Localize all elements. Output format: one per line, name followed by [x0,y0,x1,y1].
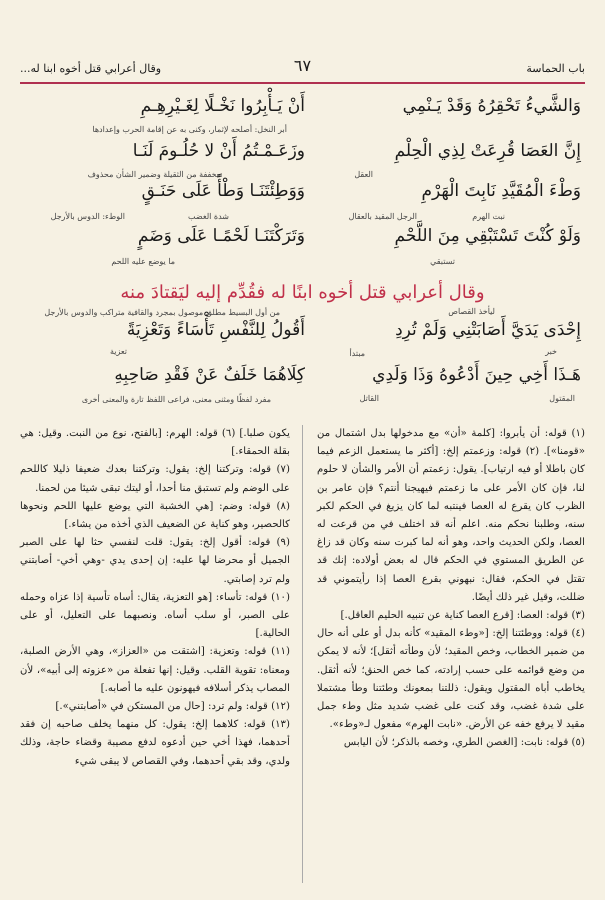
verse-5-left: إِحْدَى يَدَيَّ أَصَابَتْنِي وَلَمْ تُرِدِ [395,320,581,340]
gloss: مبتدأ [349,349,365,358]
note-paragraph: (١١) قوله: وتعزية: [اشتقت من «العزاز»، وهي الأرض الصلبة، ومعناه: تقوية القلب. وقيل: إنها تفعلة من «عزوته إلى أبيه»، لأن المصاب يذكر أسلافه فيهونون عليه ما أصابه.] [20,646,290,694]
note-paragraph: يكون صلبا.] (٦) قوله: الهرم: [بالفتح، نوع من النبت. وقيل: هي بقلة الحمقاء.] [20,428,290,458]
gloss: شدة الغضب [188,212,229,221]
gloss: المقتول [549,394,575,403]
verse-5-right: أَقُولُ لِلنَّفْسِ تَأْسَاءً وَتَعْزِيَةً [126,320,305,340]
note-paragraph: (١٠) قوله: تأساء: [هو التعزية، يقال: أساه تأسية إذا عزاه وحمله على الصبر، أو سلب أساه. ونصبهما على التعليل، أو على الحالية.] [20,591,290,640]
note-paragraph: (٧) قوله: وتركتنا إلخ: يقول: وتركتنا بعدك ضعيفا ذليلا كاللحم على الوضم ولم تستبق منا أحدا، أو ليتك تبقى شيئا من لحمنا. [20,464,290,494]
verse-6-left: هَـذَا أَخِي حِينَ أَدْعُوهُ وَذَا وَلَدِي [372,365,581,385]
verse-6-right: كِلَاهُمَا خَلَفٌ عَنْ فَقْدِ صَاحِبِهِ [114,365,305,385]
notes-right-column [317,425,585,753]
gloss: ما يوضع عليه اللحم [111,257,175,266]
verse-4-left: وَلَوْ كُنْتَ تَسْتَبْقِي مِنَ اللَّحْمِ [394,226,581,246]
note-paragraph: (٣) قوله: العصا: [قرع العصا كناية عن تنبيه الحليم العاقل.] [340,610,585,622]
verse-2-right: وزَعَـمْـتُمُ أَنْ لا حُلُـومَ لَنَـا [132,141,305,161]
note-paragraph: (٩) قوله: أقول إلخ: يقول: قلت لنفسي حثا لها على الصبر الجميل أو محرضا لها عليه: إن إحدى يدي -وهي أخي- أصابتني ولم ترد إصابتي. [20,537,290,585]
verse-2-left: إِنَّ العَصَا قُرِعَتْ لِذِي الْحِلْمِ [394,141,581,161]
verse-1-right: أَنْ يَـأْبِرُوا نَخْـلًا لِغَـيْرِهِـمِ [140,96,305,116]
gloss: مفرد لفظًا ومثنى معنى، فراعى اللفظ تارة والمعنى أخرى [81,395,271,404]
page-header [20,56,585,84]
verse-1-left: وَالشَّيءُ تَحْقِرُهُ وَقَدْ يَـنْمِي [402,96,581,116]
verse-4-right: وَتَرَكْتَنَـا لَحْمًـا عَلَى وَضَمٍ [137,226,305,246]
gloss: مخففة من الثقيلة وضمير الشأن محذوف [87,170,221,179]
note-paragraph: (١٢) قوله: ولم ترد: [حال من المستكن في «أصابتني».] [55,701,290,713]
gloss: تستبقي [430,257,455,266]
note-paragraph: (١) قوله: أن يأبروا: [كلمة «أن» مع مدخولها بدل اشتمال من «قومنا»]. (٢) قوله: وزعمتم إلخ: [أكثر ما يستعمل الزعم فيما كان باطلا أو فيه ارتياب]. يقول: زعمتم أن الأمر والشأن لا حلوم لنا، فإن كان الأمر على ما زعمتم فيهيجنا أنتم؟ فإن عامر بن الظرب كان يقرع له العصا فينتبه لما كان يزيغ في الحكم لكبر سنه، وطلبنا نحكم منه. اعلم أنه قد اختلف في من قرعت له العصا، ولكن الحديث واحد، وهو أنه لما كبرت سنه وكان قد زاغ عن الطريق المستوي في الحكم قال له بعض أولاده: إنك قد تقتل في الحكم، فقال: نبهوني بقرع العصا إذا رأيتموني قد ضللت، وقيل غير ذلك أيضًا. [317,428,585,603]
note-paragraph: (١٣) قوله: كلاهما إلخ: يقول: كل منهما يخلف صاحبه إن فقد أحدهما، فهذا أخي حين أدعوه لدفع مصيبة وقضاء حاجة، وذلك ولدي، وقد بقي أحدهما، وفي القصاص لا يبقى شيء [20,719,290,767]
column-divider [302,425,303,883]
note-paragraph: (٥) قوله: نابت: [الغصن الطري، وخصه بالذكر؛ لأن اليابس [343,737,585,749]
gloss: تعزية [109,347,127,356]
note-paragraph: (٤) قوله: ووطئتنا إلخ: [«وطء المقيد» كأنه بدل أو على أنه حال من ضمير الخطاب، وخص المقيد؛ لأن وطأته أثقل]؛ لأنه لا يمكن من وضع قوائمه على حسب إرادته، كما خص الحنق؛ لأنه أثقل. يخاطب أباه المقتول ويقول: ذللتنا بمعونك وطئتنا وطأ مشتملا على شدة غضب، وقد كنت على غضب شديد مثل وطء جمل مقيد لا يرفع خفه عن الأرض. «نابت الهرم» مفعول لـ«وطء». [317,628,585,731]
gloss: العقل [354,170,373,179]
running-title: وقال أعرابي قتل أخوه ابنا له... [20,62,162,75]
gloss: الوطء: الدوس بالأرجل [50,212,125,221]
notes-left-column [20,425,290,771]
gloss: أبر النخل: أصلحه لإثمار، وكنى به عن إقامة الحرب وإعدادها [92,125,287,134]
page-number: ٦٧ [293,56,312,75]
note-paragraph: (٨) قوله: وضم: [هي الخشبة التي يوضع عليها اللحم ونحوها كالحصير، وهو كناية عن الضعيف الذي أخذه من يشاء.] [20,500,290,531]
gloss: نبت الهرم [472,212,505,221]
gloss: ليأخذ القصاص [448,307,495,316]
gloss: القاتل [359,394,379,403]
poem-title: وقال أعرابي قتل أخوه ابنًا له فقُدِّم إليه ليَقتادَ منه [120,282,485,303]
verse-3-left: وَطْءَ الْمُقَيَّدِ نَابِتَ الْهَرْمِ [421,181,581,201]
gloss: خبر [545,347,557,356]
verse-3-right: وَوَطِئْتَنَـا وَطْأً عَلَى حَنَـقٍ [141,181,305,201]
gloss: الرجل المقيد بالعقال [348,212,417,221]
gloss: من أول البسيط مطلق موصول بمجرد والقافية متراكب والدوس بالأرجل [44,308,280,317]
section-title: باب الحماسة [526,62,585,75]
